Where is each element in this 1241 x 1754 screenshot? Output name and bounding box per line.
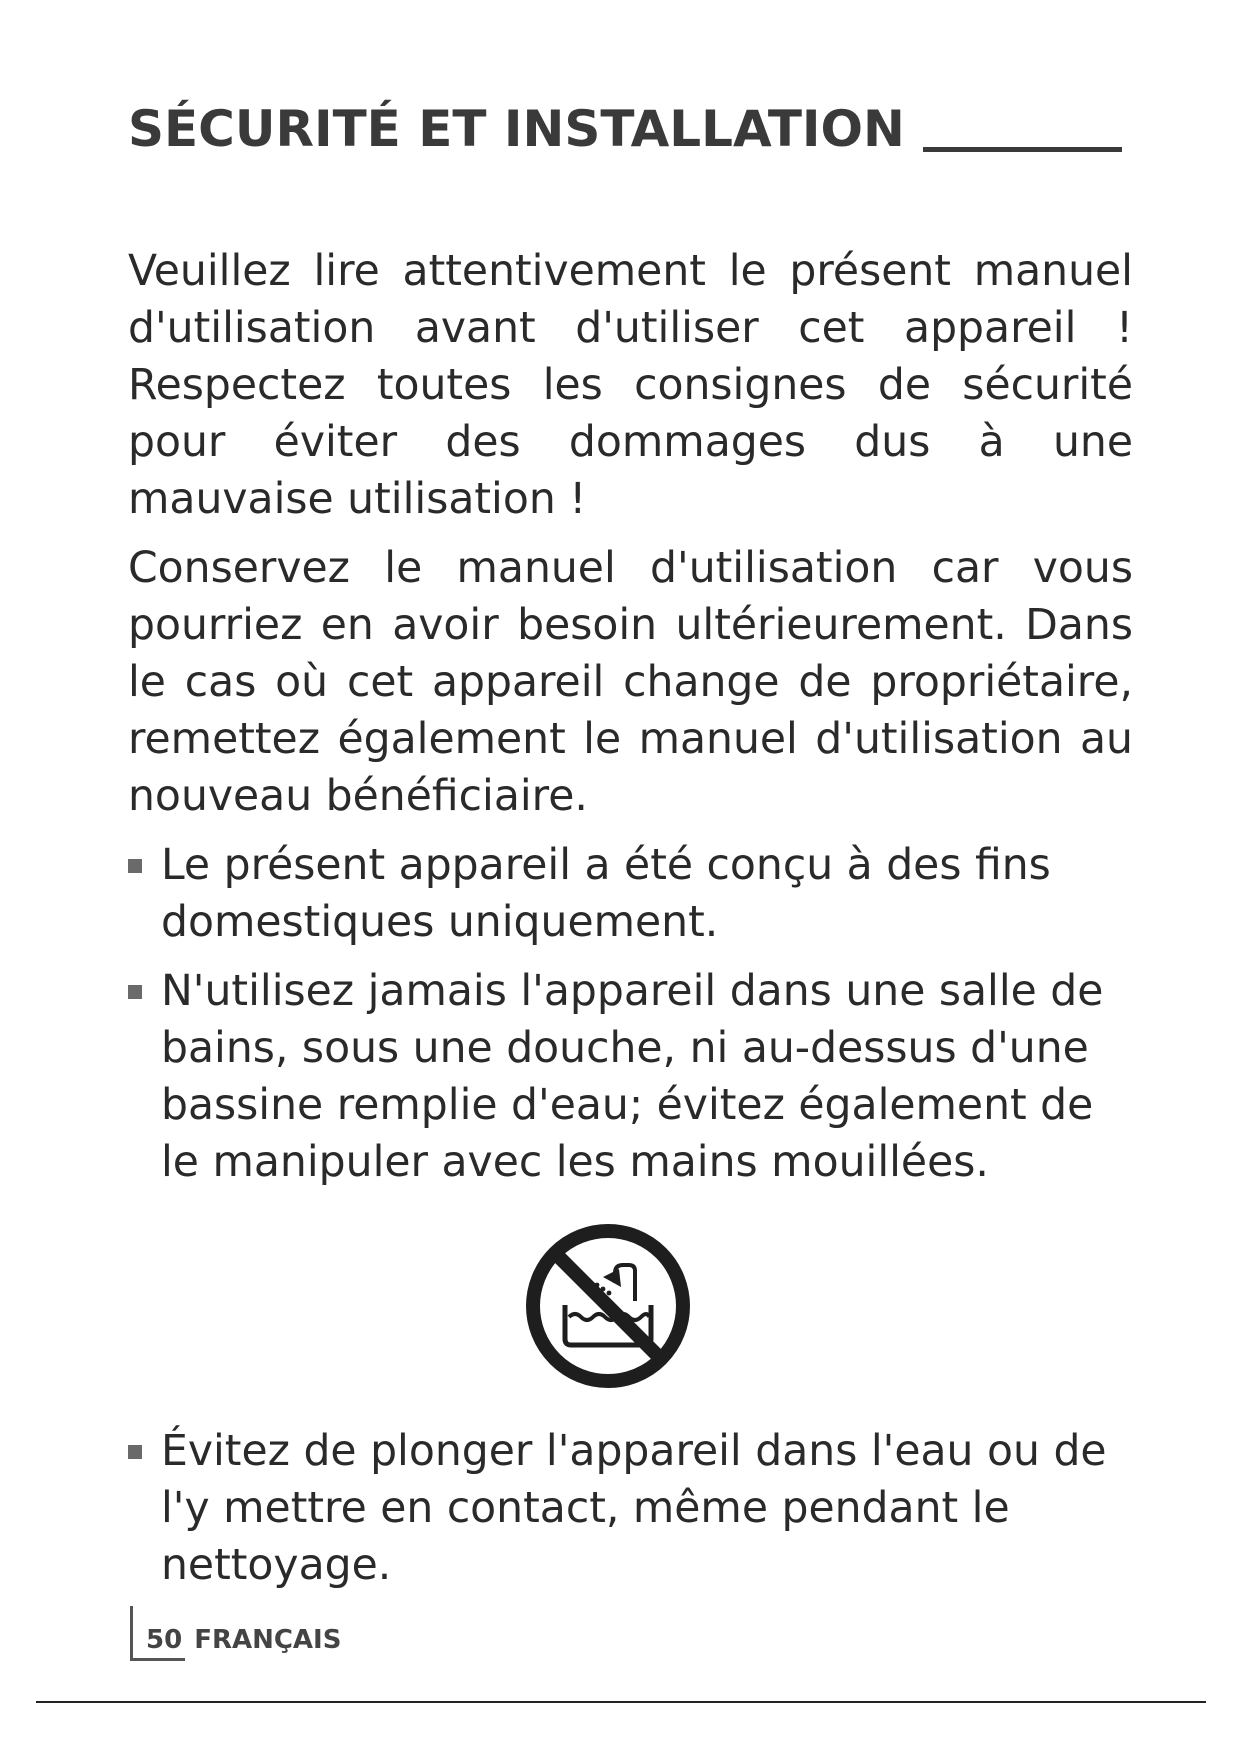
list-item — [128, 837, 1133, 951]
square-bullet-icon — [128, 1445, 142, 1459]
square-bullet-icon — [128, 859, 142, 873]
square-bullet-icon — [128, 985, 142, 999]
safety-list — [128, 837, 1133, 1191]
heading-rule — [923, 147, 1122, 152]
list-item-text: Évitez de plonger l'appareil dans l'eau ou de l'y mettre en contact, même pendant le nettoyage. — [161, 1427, 1107, 1590]
list-item — [128, 1423, 1133, 1594]
list-item — [128, 963, 1133, 1191]
bottom-rule — [36, 1701, 1206, 1703]
footer-label — [146, 1625, 341, 1655]
footer-language: FRANÇAIS — [194, 1625, 342, 1655]
intro-paragraph: Veuillez lire attentivement le présent manuel d'utilisation avant d'utiliser cet appareil ! Respectez toutes les consignes de sécurité pour éviter des dommages dus à une mauvaise utilisation ! — [128, 247, 1133, 524]
page-title: SÉCURITÉ ET INSTALLATION — [128, 100, 905, 158]
section-heading — [128, 100, 1122, 158]
body-content — [128, 243, 1133, 1606]
keep-manual-paragraph: Conservez le manuel d'utilisation car vous pourriez en avoir besoin ultérieurement. Dans le cas où cet appareil change de propriétaire, remettez également le manuel d'utilisation au nouveau bénéficiaire. — [128, 544, 1133, 821]
list-item-text: N'utilisez jamais l'appareil dans une salle de bains, sous une douche, ni au-dessus d'une bassine remplie d'eau; évitez également de le manipuler avec les mains mouillées. — [161, 967, 1104, 1187]
page-number: 50 — [146, 1625, 183, 1655]
no-bath-shower-icon — [523, 1221, 693, 1391]
safety-list-continued — [128, 1423, 1133, 1594]
page-footer — [130, 1606, 341, 1662]
list-item-text: Le présent appareil a été conçu à des fins domestiques uniquement. — [161, 841, 1051, 947]
